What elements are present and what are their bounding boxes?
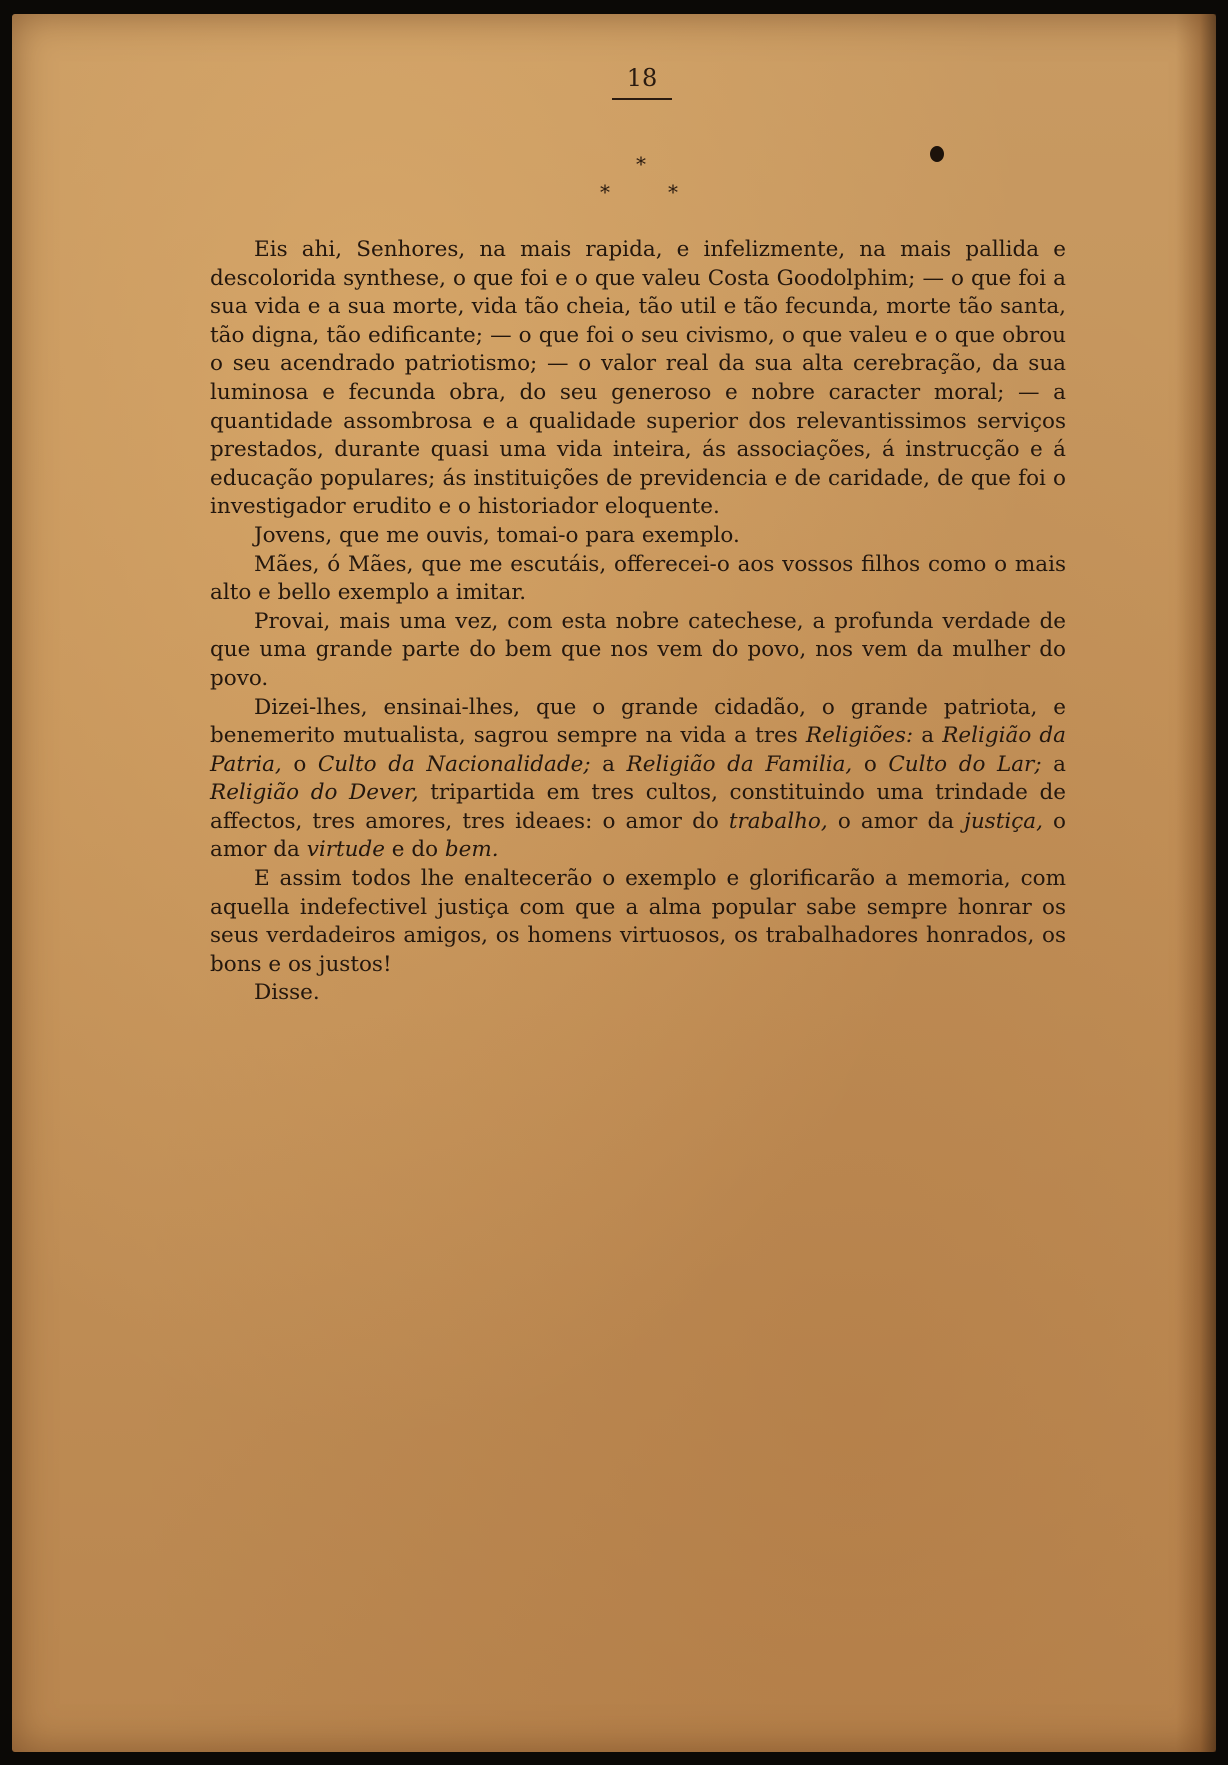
asterisk-left: *	[600, 180, 610, 204]
p5-text-9: o amor da	[210, 808, 1066, 863]
p5-text-6: a	[1041, 751, 1066, 777]
p5-italic-virtude: virtude	[306, 837, 385, 863]
p5-text-8: o amor da	[827, 808, 965, 834]
p5-italic-religioes: Religiões:	[805, 723, 914, 749]
p5-italic-justica: justiça,	[964, 808, 1043, 834]
paragraph-6: E assim todos lhe enaltecerão o exemplo e glorificarão a memoria, com aquella indefectivel justiça com que a alma popular sabe sempre honrar os seus verdadeiros amigos, os homens virtuosos, os trabalhadores honrados, os bons e os justos!	[210, 866, 1066, 977]
paragraph-5	[210, 694, 1066, 866]
p5-text-1: Dizei-lhes, ensinai-lhes, que o grande cidadão, o grande patriota, e benemerito mutualista, sagrou sempre na vida a tres	[210, 694, 1066, 749]
p5-italic-religiao-familia: Religião da Familia,	[626, 751, 853, 777]
paragraph-4: Provai, mais uma vez, com esta nobre catechese, a profunda verdade de que uma grande parte do bem que nos vem do povo, nos vem da mulher do povo.	[210, 608, 1066, 691]
p5-italic-religiao-dever: Religião do Dever,	[210, 780, 419, 806]
p5-italic-bem: bem.	[444, 837, 499, 863]
p5-italic-religiao-patria: Religião da Patria,	[210, 723, 1066, 777]
paragraph-1: Eis ahi, Senhores, na mais rapida, e infelizmente, na mais pallida e descolorida synthese, o que foi e o que valeu Costa Goodolphim; — o que foi a sua vida e a sua morte, vida tão cheia, tão util e tão fecunda, morte tão santa, tão digna, tão edificante; — o que foi o seu civismo, o que valeu e o que obrou o seu acendrado patriotismo; — o valor real da sua alta cerebração, da sua luminosa e fecunda obra, do seu generoso e nobre caracter moral; — a quantidade assombrosa e a qualidade superior dos relevantissimos serviços prestados, durante quasi uma vida inteira, ás associações, á instrucção e á educação populares; ás instituições de previdencia e de caridade, de que foi o investigador erudito e o historiador eloquente.	[210, 237, 1066, 520]
ink-blot	[930, 146, 944, 162]
page-edge-shadow	[1176, 14, 1216, 1752]
p5-italic-culto-lar: Culto do Lar;	[888, 751, 1042, 777]
body-text	[210, 236, 1066, 1008]
p5-italic-culto-nacionalidade: Culto da Nacionalidade;	[317, 751, 591, 777]
p5-text-7: tripartida em tres cultos, constituindo uma trindade de affectos, tres amores, tres ideaes: o amor do	[210, 780, 1066, 834]
page-number: 18	[612, 64, 672, 100]
p5-text-5: o	[852, 751, 889, 777]
asterisk-top: *	[636, 152, 646, 176]
p5-italic-trabalho: trabalho,	[728, 808, 828, 834]
p5-text-4: a	[590, 751, 627, 777]
p5-text-3: o	[281, 751, 318, 777]
paragraph-7: Disse.	[254, 980, 320, 1006]
p5-text-2: a	[913, 723, 943, 749]
paragraph-3: Mães, ó Mães, que me escutáis, offerecei-o aos vossos filhos como o mais alto e bello exemplo a imitar.	[210, 551, 1066, 606]
p5-text-10: e do	[384, 837, 445, 863]
scanned-page	[12, 14, 1216, 1752]
asterisk-right: *	[668, 180, 678, 204]
paragraph-2: Jovens, que me ouvis, tomai-o para exemplo.	[254, 522, 740, 548]
section-separator	[600, 152, 690, 212]
